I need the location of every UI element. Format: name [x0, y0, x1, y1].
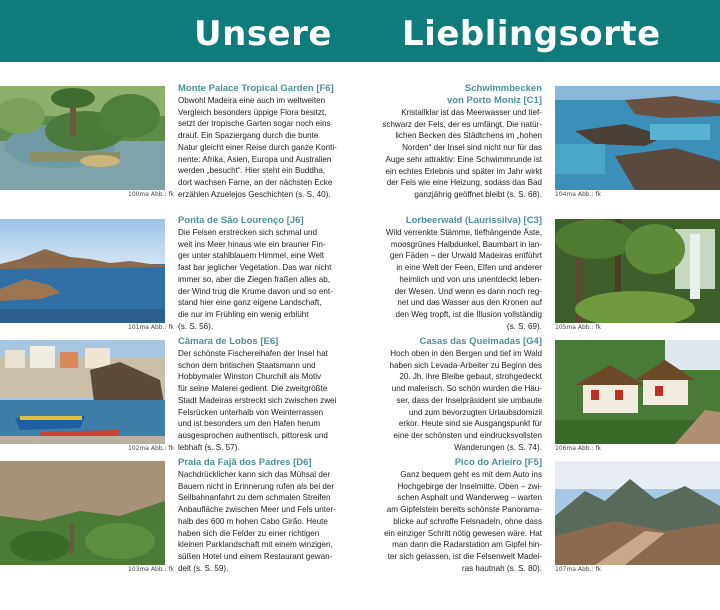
entry-body-line: weit ins Meer hinaus wie ein brauner Fin-: [178, 239, 326, 249]
entry-lorbeerwald: [372, 215, 542, 332]
entry-title: Casas das Queimadas [G4]: [419, 336, 542, 347]
photo-credit: 104ma Abb.: fk: [555, 191, 602, 198]
entry-ponta-sao-lourenco: [178, 215, 348, 332]
entry-body-line: (s. S. 56).: [178, 321, 214, 331]
entry-body-line: für seine Malerei gedient. Die zweitgrößte: [178, 384, 328, 394]
entry-body-line: ganzjährig geöffnet bleibt (s. S. 68).: [414, 189, 542, 199]
entry-body-line: Natur gleicht einer Reise durch ganze Konti-: [178, 142, 337, 152]
entry-body-line: Seilbahnanfahrt zu dem schmalen Streifen: [178, 493, 331, 503]
entry-body-line: Wanderungen (s. S. 74).: [454, 442, 542, 452]
entry-body-line: Felsrücken unterhalb von Weinterrassen: [178, 407, 324, 417]
entry-body-line: am Gipfelstein bereits schönste Panorama-: [386, 505, 542, 515]
entry-body-line: gen Fäden – der Urwald Madeiras entführt: [389, 251, 542, 261]
entry-title: Câmara de Lobos [E6]: [178, 336, 279, 347]
entry-pico-do-arieiro: [372, 457, 542, 574]
entry-title: Lorbeerwald (Laurissilva) [C3]: [405, 215, 542, 226]
entry-body-line: schon dem britischen Staatsmann und: [178, 360, 316, 370]
title-banner: [0, 0, 720, 62]
entry-title: Ponta de São Lourenço [J6]: [178, 215, 304, 226]
entry-body-line: nente: Afrika, Asien, Europa und Australien: [178, 154, 332, 164]
entry-body: [372, 348, 542, 453]
entry-monte-palace: [178, 83, 348, 200]
title-word-lieblingsorte: Lieblingsorte: [402, 14, 661, 54]
entry-body-line: dort wachsen Farne, an der nächsten Ecke: [178, 177, 333, 187]
entry-body-line: erkor. Heute sind sie Ausgangspunkt für: [398, 419, 542, 429]
entry-body-line: erzählen Azuelejos Geschichten (s. S. 40).: [178, 189, 331, 199]
photo-praia-faja-dos-padres: [0, 461, 165, 565]
entry-body-line: schen Asphalt und Wanderweg – warten: [397, 493, 542, 503]
entry-body-line: lichen Becken des Städtchens im „hohen: [395, 131, 542, 141]
entry-body-line: Bauern nicht in Erinnerung rufen als bei der: [178, 481, 335, 491]
entry-body-line: den Weg tropft, ist die Illusion vollständig: [395, 309, 542, 319]
entry-body-line: (s. S. 69).: [506, 321, 542, 331]
entry-body-line: man dann die Radarstation am Gipfel hin-: [392, 540, 542, 550]
entry-body-line: werden „besucht“. Hier steht ein Buddha,: [178, 166, 326, 176]
entry-body-line: Hochgebirge der Inselmitte. Oben – zwi-: [397, 481, 542, 491]
entry-body-line: in eine Welt der Feen, Elfen und anderer: [396, 263, 542, 273]
entry-body-line: Nachdrücklicher kann sich das Mühsal der: [178, 470, 331, 479]
entry-body-line: Obwohl Madeira eine auch im weltweiten: [178, 96, 326, 105]
entry-body-line: Norden“ der Insel sind nicht nur für das: [402, 143, 542, 153]
entry-title: Praia da Fajã dos Padres [D6]: [178, 457, 312, 468]
entry-body-line: 20. Jh. ihre Bleibe gebaut, strohgedeckt: [399, 372, 542, 382]
entry-body-line: ein echtes Erlebnis und später im Jahr wirkt: [385, 166, 542, 176]
entry-body-line: ser, dass der Inselpräsident sie umbaute: [396, 395, 542, 405]
entry-body-line: Die Felsen erstrecken sich schmal und: [178, 228, 318, 237]
entry-body-line: Der schönste Fischereihafen der Insel hat: [178, 349, 328, 358]
entry-body-line: Stadt Madeiras erstreckt sich zwischen zwei: [178, 395, 337, 405]
photo-credit: 101ma Abb.: fk: [128, 324, 175, 331]
photo-camara-de-lobos: [0, 340, 165, 444]
photo-ponta-sao-lourenco: [0, 219, 165, 323]
entry-body: [372, 107, 542, 201]
entry-body-line: und ist besonders um den Hafen herum: [178, 419, 321, 429]
photo-pico-do-arieiro: [555, 461, 720, 565]
photo-credit: 107ma Abb.: fk: [555, 566, 602, 573]
entry-body: [372, 469, 542, 574]
entry-body-line: schwarz der Fels, der es umfängt. Die natür-: [382, 119, 542, 129]
entry-body-line: heimlich und von uns unentdeckt leben-: [399, 274, 542, 284]
entry-body-line: halb des 600 m hohen Cabo Girão. Heute: [178, 516, 328, 526]
entry-body-line: fast bar jeglicher Vegetation. Das war nicht: [178, 263, 332, 273]
entry-body-line: haben sich die Felder zu einer richtigen: [178, 528, 320, 538]
entry-body-line: delt (s. S. 59).: [178, 563, 229, 573]
photo-credit: 100ma Abb.: fk: [128, 191, 175, 198]
entry-body-line: kleinen Parklandschaft mit einem winzigen,: [178, 540, 333, 550]
entry-body-line: Auge sehr attraktiv: Eine Schwimmrunde ist: [385, 154, 542, 164]
photo-credit: 102ma Abb.: fk: [128, 445, 175, 452]
entry-body-line: Hoch oben in den Bergen und tief im Wald: [390, 349, 542, 358]
entry-body: [178, 95, 348, 200]
entry-body-line: setzt der tropische Garten sogar noch eins: [178, 119, 331, 129]
entry-body-line: ausgesprochen authentisch, pittoresk und: [178, 430, 328, 440]
entry-praia-faja-dos-padres: [178, 457, 348, 574]
entry-body-line: der Wesen. Und wenn es dann noch reg-: [394, 286, 542, 296]
photo-lorbeerwald: [555, 219, 720, 323]
entry-title: Monte Palace Tropical Garden [F6]: [178, 83, 334, 94]
entry-body-line: Kristallklar ist das Meerwasser und tief-: [401, 108, 542, 117]
entry-body-line: ein einziger Schritt nötig gewesen wäre. Hat: [384, 528, 542, 538]
entry-camara-de-lobos: [178, 336, 348, 453]
entry-body-line: stand hier eine ganz eigene Landschaft,: [178, 298, 322, 308]
entry-casas-das-queimadas: [372, 336, 542, 453]
entry-body-line: ger unter stahlblauem Himmel, eine Welt: [178, 251, 325, 261]
title-word-unsere: Unsere: [194, 14, 332, 54]
entry-body-line: süßen Hotel und einem Restaurant gewan-: [178, 551, 333, 561]
entry-body-line: der Wind trug die Krume davon und so ent-: [178, 286, 333, 296]
entry-body-line: lebhaft (s. S. 57).: [178, 442, 240, 452]
photo-monte-palace-garden: [0, 86, 165, 190]
entry-body-line: Anbaufläche zwischen Meer und Fels unter-: [178, 505, 336, 515]
photo-credit: 103ma Abb.: fk: [128, 566, 175, 573]
entry-body-line: Wild verrenkte Stämme, tiefhängende Äste,: [385, 228, 542, 237]
entry-porto-moniz: [372, 83, 542, 201]
entry-body-line: die nur im Frühling ein wenig erblüht: [178, 309, 309, 319]
entry-body-line: Ganz bequem geht es mit dem Auto ins: [400, 470, 542, 479]
entry-body: [178, 227, 348, 332]
entry-body-line: drauf. Ein Spaziergang durch die bunte: [178, 131, 319, 141]
photo-credit: 106ma Abb.: fk: [555, 445, 602, 452]
entry-body: [372, 227, 542, 332]
entry-body-line: blicke auf schroffe Felsnadeln, ohne dass: [393, 516, 542, 526]
entry-title: Schwimmbecken von Porto Moniz [C1]: [447, 83, 542, 106]
entry-body-line: moosgrünes Halbdunkel, Baumbart in lan-: [390, 239, 542, 249]
photo-porto-moniz-pools: [555, 86, 720, 190]
photo-casas-das-queimadas: [555, 340, 720, 444]
entry-body: [178, 469, 348, 574]
photo-credit: 105ma Abb.: fk: [555, 324, 602, 331]
entry-body-line: und zum bevorzugten Urlaubsdomizil: [408, 407, 542, 417]
entry-title: Pico do Arieiro [F5]: [454, 457, 542, 468]
entry-body-line: eine der schönsten und eindrucksvollsten: [393, 430, 542, 440]
entry-body-line: der Fels wie eine Heizung, sodass das Bad: [386, 178, 542, 188]
entry-body-line: ras hautnah (s. S. 80).: [461, 563, 542, 573]
entry-body-line: ter sich gelassen, ist die Felsenwelt Madei-: [387, 551, 542, 561]
entry-body-line: net und das Wasser aus den Kronen auf: [397, 298, 542, 308]
entry-body: [178, 348, 348, 453]
entry-body-line: Vergleich besonders üppige Flora besitzt,: [178, 107, 327, 117]
entry-body-line: Hobbymaler Winston Churchill als Motiv: [178, 372, 322, 382]
entry-body-line: und malerisch. So schön wurden die Häu-: [391, 384, 542, 394]
entry-body-line: immer so, aber die Ziegen fraßen alles ab,: [178, 274, 331, 284]
entry-body-line: haben sich Levada-Arbeiter zu Beginn des: [389, 360, 542, 370]
